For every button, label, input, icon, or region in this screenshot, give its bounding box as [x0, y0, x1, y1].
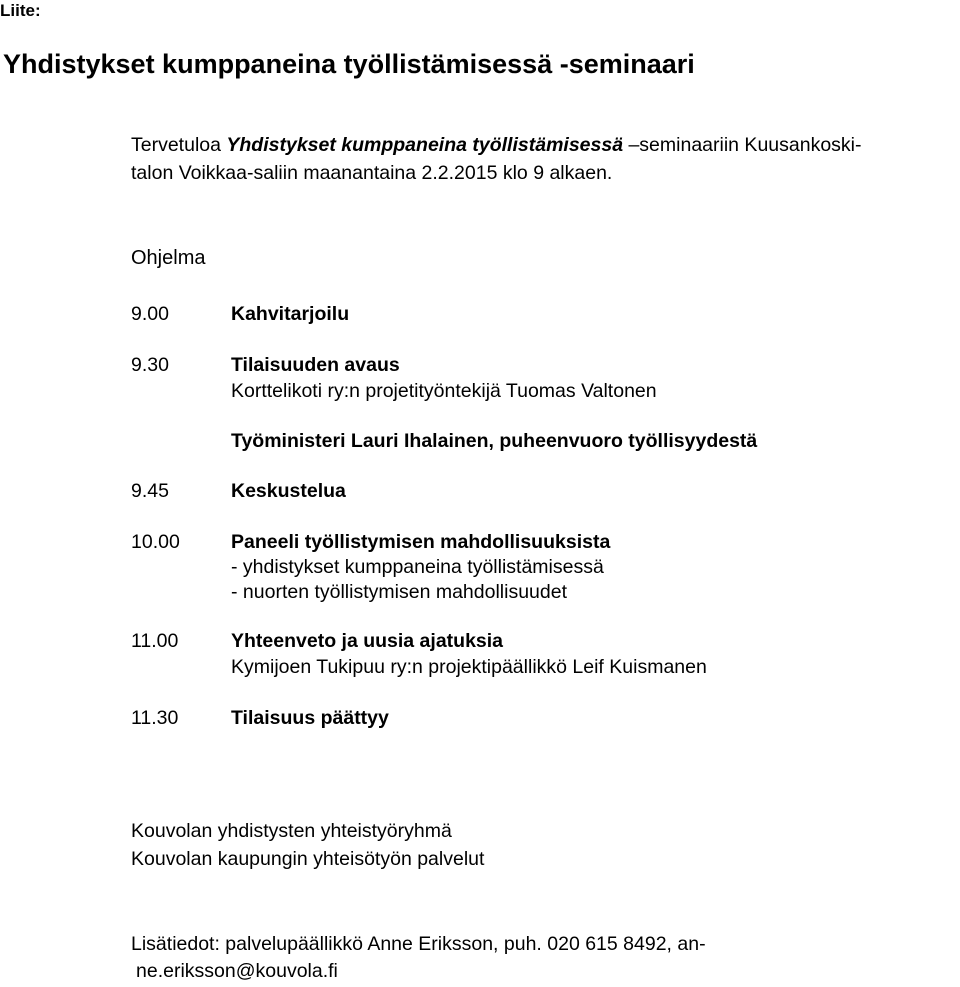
- program-item-title: Tilaisuus päättyy: [231, 707, 389, 729]
- program-item-detail: - yhdistykset kumppaneina työllistämisessä: [231, 556, 604, 578]
- program-time: 10.00: [131, 531, 180, 553]
- program-item-title: Työministeri Lauri Ihalainen, puheenvuoro työllisyydestä: [231, 430, 758, 452]
- intro-line-2: talon Voikkaa-saliin maanantaina 2.2.2015 klo 9 alkaen.: [131, 162, 613, 184]
- program-item-title: Keskustelua: [231, 480, 346, 502]
- program-heading: Ohjelma: [131, 247, 206, 269]
- program-time: 11.30: [131, 707, 179, 729]
- program-item-title: Kahvitarjoilu: [231, 303, 350, 325]
- intro-line-1: [131, 131, 862, 159]
- program-item-title: Paneeli työllistymisen mahdollisuuksista: [231, 531, 611, 553]
- program-time: 9.45: [131, 480, 169, 502]
- attachment-label: Liite:: [0, 1, 41, 20]
- program-item-detail: Korttelikoti ry:n projetityöntekijä Tuomas Valtonen: [231, 380, 657, 402]
- intro-paragraph: [131, 131, 862, 187]
- program-time: 11.00: [131, 630, 179, 652]
- program-time: 9.00: [131, 303, 169, 325]
- intro-before: Tervetuloa: [131, 134, 227, 156]
- program-item-title: Tilaisuuden avaus: [231, 354, 400, 376]
- intro-emphasis: Yhdistykset kumppaneina työllistämisessä: [226, 134, 624, 156]
- program-item-detail: - nuorten työllistymisen mahdollisuudet: [231, 581, 567, 603]
- program-item-detail: Kymijoen Tukipuu ry:n projektipäällikkö Leif Kuismanen: [231, 656, 707, 678]
- program-item-title: Yhteenveto ja uusia ajatuksia: [231, 630, 504, 652]
- organizer-line: Kouvolan kaupungin yhteisötyön palvelut: [131, 848, 485, 870]
- program-time: 9.30: [131, 354, 169, 376]
- organizer-line: Kouvolan yhdistysten yhteistyöryhmä: [131, 820, 452, 842]
- contact-email: ne.eriksson@kouvola.fi: [136, 960, 338, 982]
- document-title: Yhdistykset kumppaneina työllistämisessä -seminaari: [3, 49, 695, 79]
- intro-after: –seminaariin Kuusankoski-: [623, 134, 862, 156]
- contact-info: Lisätiedot: palvelupäällikkö Anne Eriksson, puh. 020 615 8492, an-: [131, 933, 706, 955]
